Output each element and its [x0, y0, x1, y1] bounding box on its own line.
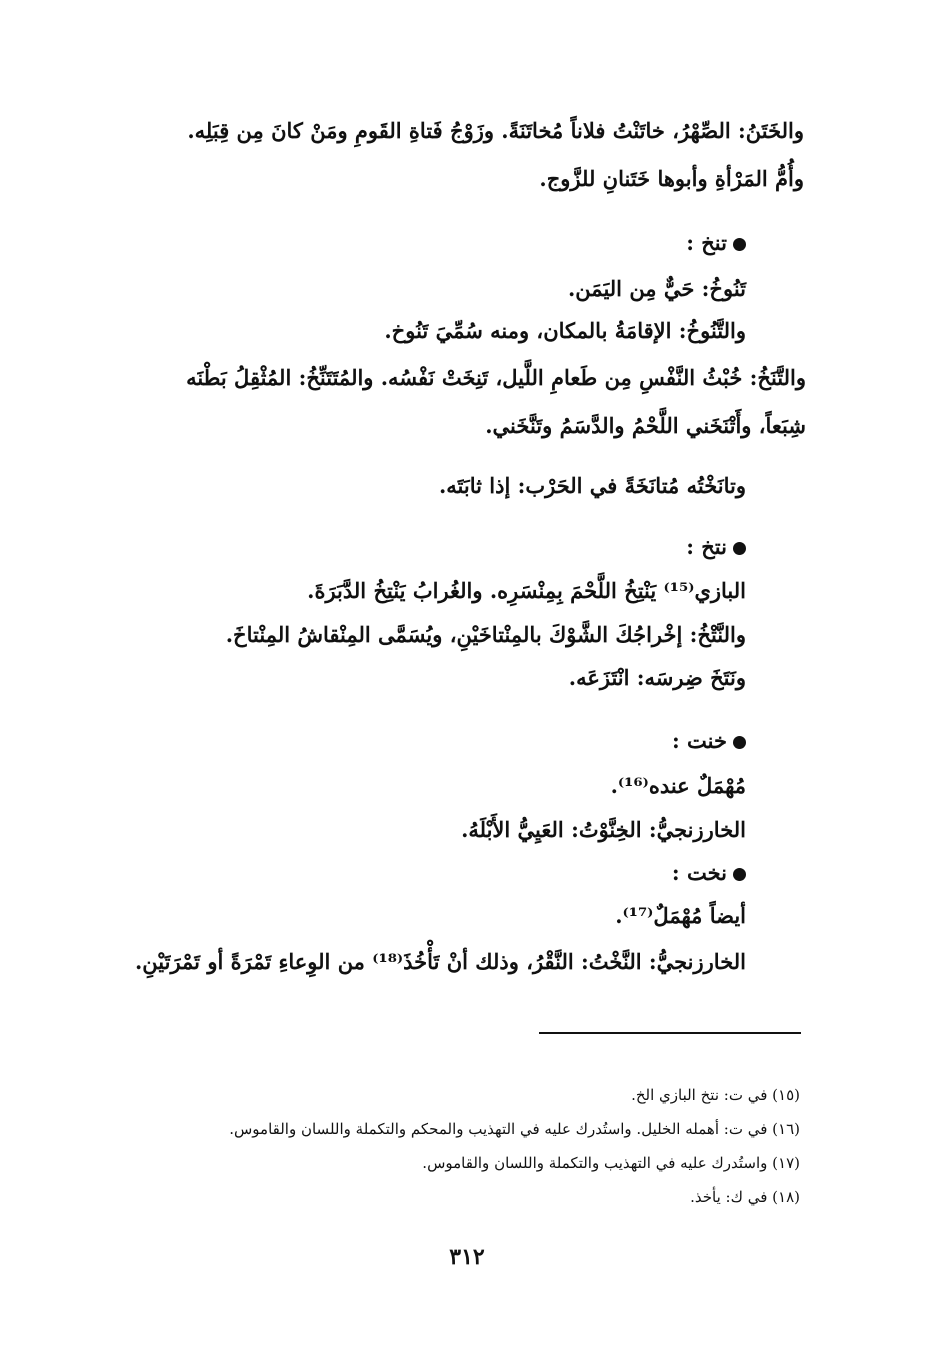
body-line: الخارزنجيُّ: النَّخْتُ: النَّقْرُ، وذلك أنْ تَأْخُذَ⁽¹⁸⁾ من الوِعاءِ تَمْرَةً أو تَمْرَتَيْنِ.: [134, 949, 746, 974]
page-number: ٣١٢: [449, 1244, 485, 1270]
body-line: وتانَخْتُه مُتانَخَةً في الحَرْب: إذا ثابَتَه.: [438, 473, 746, 498]
bullet-icon: [733, 238, 746, 251]
entry-heading-label: خنت :: [671, 728, 727, 753]
footnote: (١٨) في ك: يأخذ.: [690, 1188, 800, 1206]
footnote: (١٧) واستُدرك عليه في التهذيب والتكملة واللسان والقاموس.: [422, 1154, 800, 1172]
entry-heading: [672, 858, 746, 888]
bullet-icon: [733, 868, 746, 881]
footnote: (١٦) في ت: أهمله الخليل. واستُدرك عليه في التهذيب والمحكم والتكملة واللسان والقاموس.: [229, 1120, 800, 1138]
body-line: والتَّنُوخُ: الإقامَةُ بالمكان، ومنه سُمِّيَ تَنُوخ.: [384, 318, 746, 343]
body-line: والتَّنَخُ: خُبْثُ النَّفْسِ مِن طَعامِ اللَّيل، تَنِخَتْ نَفْسُه. والمُتَتَنِّخُ: المُثْقِلُ بَطْنَه: [186, 365, 806, 390]
body-line: البازي⁽¹⁵⁾ يَنْتِخُ اللَّحْمَ بِمِنْسَرِه. والغُرابُ يَنْتِخُ الدَّبَرَةَ.: [307, 578, 746, 603]
body-line: الخارزنجيُّ: الخِنَّوْتُ: العَيِيُّ الأَبْلَهُ.: [461, 817, 746, 842]
body-line: والنَّتْخُ: إخْراجُكَ الشَّوْكَ بالمِنْتاخَيْنِ، ويُسَمَّى المِنْقاشُ المِنْتاخَ.: [225, 622, 746, 647]
body-line: أيضاً مُهْمَلٌ⁽¹⁷⁾.: [615, 903, 746, 928]
footnote-divider: [539, 1032, 801, 1034]
body-line: والخَتَنُ: الصِّهْرُ، خاتَنْتُ فلاناً مُخاتَنَةً. وزَوْجُ فَتاةِ القَومِ ومَنْ كانَ مِن قِبَلِه.: [187, 118, 804, 143]
body-line: مُهْمَلٌ عنده⁽¹⁶⁾.: [610, 773, 746, 798]
footnote: (١٥) في ت: نتخ البازي الخ.: [631, 1086, 800, 1104]
body-line: ونَتَخَ ضِرسَه: انْتَزَعَه.: [568, 665, 746, 690]
entry-heading: [686, 532, 746, 562]
entry-heading: [686, 228, 746, 258]
entry-heading-label: نخت :: [671, 860, 727, 885]
bullet-icon: [733, 542, 746, 555]
body-line: شِبَعاً، وأَتْنَخَني اللَّحْمُ والدَّسَمُ وتَنَّخَني.: [485, 413, 806, 438]
bullet-icon: [733, 736, 746, 749]
body-line: وأُمُّ المَرْأةِ وأبوها خَتَنانِ للزَّوج.: [539, 166, 804, 191]
entry-heading-label: نتخ :: [686, 534, 727, 559]
entry-heading: [672, 726, 746, 756]
body-line: تَنُوخُ: حَيٌّ مِن اليَمَن.: [568, 276, 746, 301]
entry-heading-label: تنخ :: [686, 230, 727, 255]
